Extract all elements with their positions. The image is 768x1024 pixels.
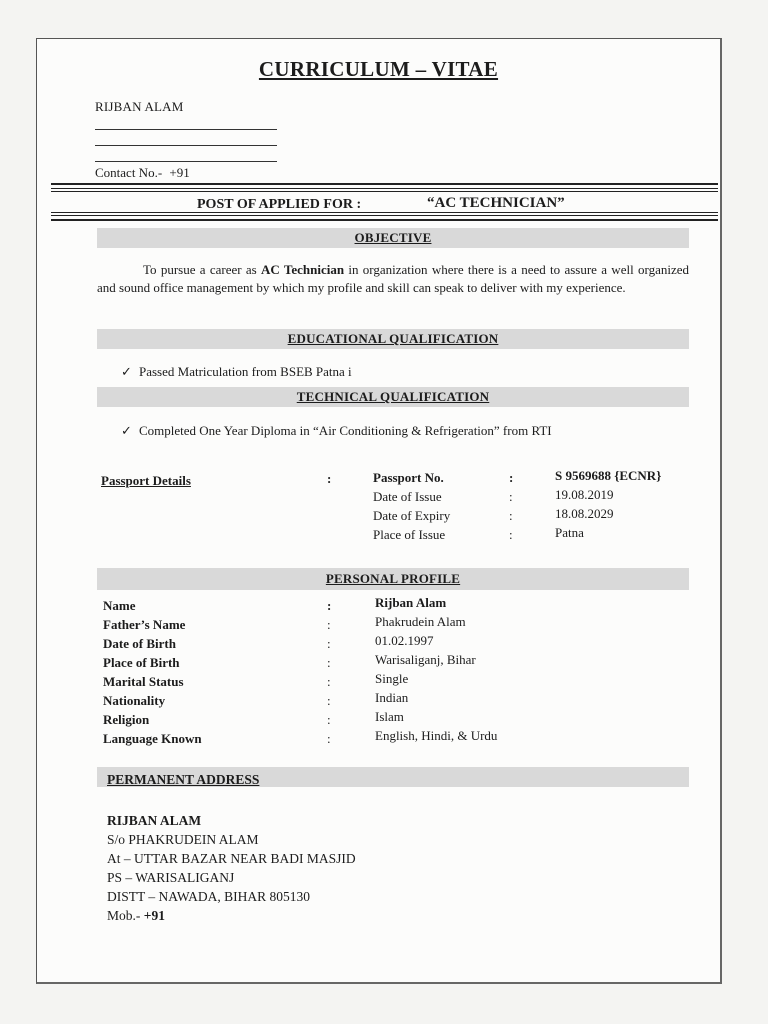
check-icon: ✓ xyxy=(121,423,132,438)
divider xyxy=(51,183,718,185)
profile-label: Nationality xyxy=(103,693,166,708)
passport-row-colon: : xyxy=(509,489,513,504)
divider xyxy=(51,191,718,192)
passport-label: Passport Details xyxy=(101,473,191,488)
profile-colon: : xyxy=(327,693,331,708)
address-name: RIJBAN ALAM xyxy=(107,813,202,828)
passport-colon: : xyxy=(327,471,332,486)
profile-value: Phakrudein Alam xyxy=(375,614,466,629)
address-line: At – UTTAR BAZAR NEAR BADI MASJID xyxy=(107,851,356,866)
objective-paragraph xyxy=(97,261,689,297)
post-label: POST OF APPLIED FOR : xyxy=(197,197,362,212)
technical-heading: TECHNICAL QUALIFICATION xyxy=(296,389,490,404)
passport-row-label: Place of Issue xyxy=(373,527,446,542)
education-heading: EDUCATIONAL QUALIFICATION xyxy=(287,331,499,346)
profile-value: 01.02.1997 xyxy=(375,633,434,648)
profile-value: Single xyxy=(375,671,409,686)
passport-row-label: Date of Expiry xyxy=(373,508,451,523)
profile-colon: : xyxy=(327,598,332,613)
cv-page xyxy=(36,38,722,984)
contact-label: Contact No.- xyxy=(95,165,163,180)
contact-line xyxy=(95,165,190,181)
objective-text-end: in organization where there is a need to assure a well organized and sound office management by which my profile and skill can speak to deliver with my experience. xyxy=(97,262,689,295)
address-line: PS – WARISALIGANJ xyxy=(107,870,235,885)
passport-row-colon: : xyxy=(509,470,514,485)
education-item-text: Passed Matriculation from BSEB Patna i xyxy=(139,364,352,379)
page-title: CURRICULUM – VITAE xyxy=(258,57,499,81)
divider xyxy=(51,188,718,189)
profile-label: Language Known xyxy=(103,731,202,746)
mobile-value: +91 xyxy=(143,908,165,923)
divider xyxy=(51,215,718,216)
profile-colon: : xyxy=(327,731,331,746)
contact-value: +91 xyxy=(169,165,190,180)
profile-value: Indian xyxy=(375,690,409,705)
address-line: DISTT – NAWADA, BIHAR 805130 xyxy=(107,889,311,904)
profile-colon: : xyxy=(327,674,331,689)
profile-value: Warisaliganj, Bihar xyxy=(375,652,476,667)
profile-value: Rijban Alam xyxy=(375,595,447,610)
passport-row-label: Passport No. xyxy=(373,470,444,485)
passport-row-value: 19.08.2019 xyxy=(555,487,614,502)
divider xyxy=(51,219,718,221)
check-icon: ✓ xyxy=(121,364,132,379)
passport-row-value: 18.08.2029 xyxy=(555,506,614,521)
address-line: S/o PHAKRUDEIN ALAM xyxy=(107,832,259,847)
profile-colon: : xyxy=(327,617,331,632)
passport-row-label: Date of Issue xyxy=(373,489,442,504)
profile-value: Islam xyxy=(375,709,404,724)
profile-label: Religion xyxy=(103,712,150,727)
address-block xyxy=(107,811,356,925)
personal-heading: PERSONAL PROFILE xyxy=(325,571,461,586)
profile-label: Place of Birth xyxy=(103,655,180,670)
profile-label: Date of Birth xyxy=(103,636,176,651)
profile-label: Father’s Name xyxy=(103,617,186,632)
technical-item xyxy=(121,423,552,439)
passport-row-colon: : xyxy=(509,508,513,523)
profile-colon: : xyxy=(327,655,331,670)
objective-text-start: To pursue a career as xyxy=(143,262,262,277)
mobile-line xyxy=(107,906,356,925)
profile-label: Marital Status xyxy=(103,674,184,689)
blank-line xyxy=(95,145,277,146)
blank-line xyxy=(95,129,277,130)
passport-row-value: S 9569688 {ECNR} xyxy=(555,468,662,483)
post-value: “AC TECHNICIAN” xyxy=(427,195,565,211)
profile-value: English, Hindi, & Urdu xyxy=(375,728,498,743)
objective-role: AC Technician xyxy=(261,262,345,277)
blank-line xyxy=(95,161,277,162)
education-item xyxy=(121,364,352,380)
divider xyxy=(51,212,718,213)
profile-colon: : xyxy=(327,636,331,651)
mobile-label: Mob.- xyxy=(107,908,141,923)
address-heading: PERMANENT ADDRESS xyxy=(107,772,260,787)
profile-label: Name xyxy=(103,598,136,613)
passport-row-colon: : xyxy=(509,527,513,542)
objective-heading: OBJECTIVE xyxy=(354,230,432,245)
passport-row-value: Patna xyxy=(555,525,584,540)
profile-colon: : xyxy=(327,712,331,727)
technical-item-text: Completed One Year Diploma in “Air Conditioning & Refrigeration” from RTI xyxy=(139,423,552,438)
candidate-name: RIJBAN ALAM xyxy=(95,99,184,114)
